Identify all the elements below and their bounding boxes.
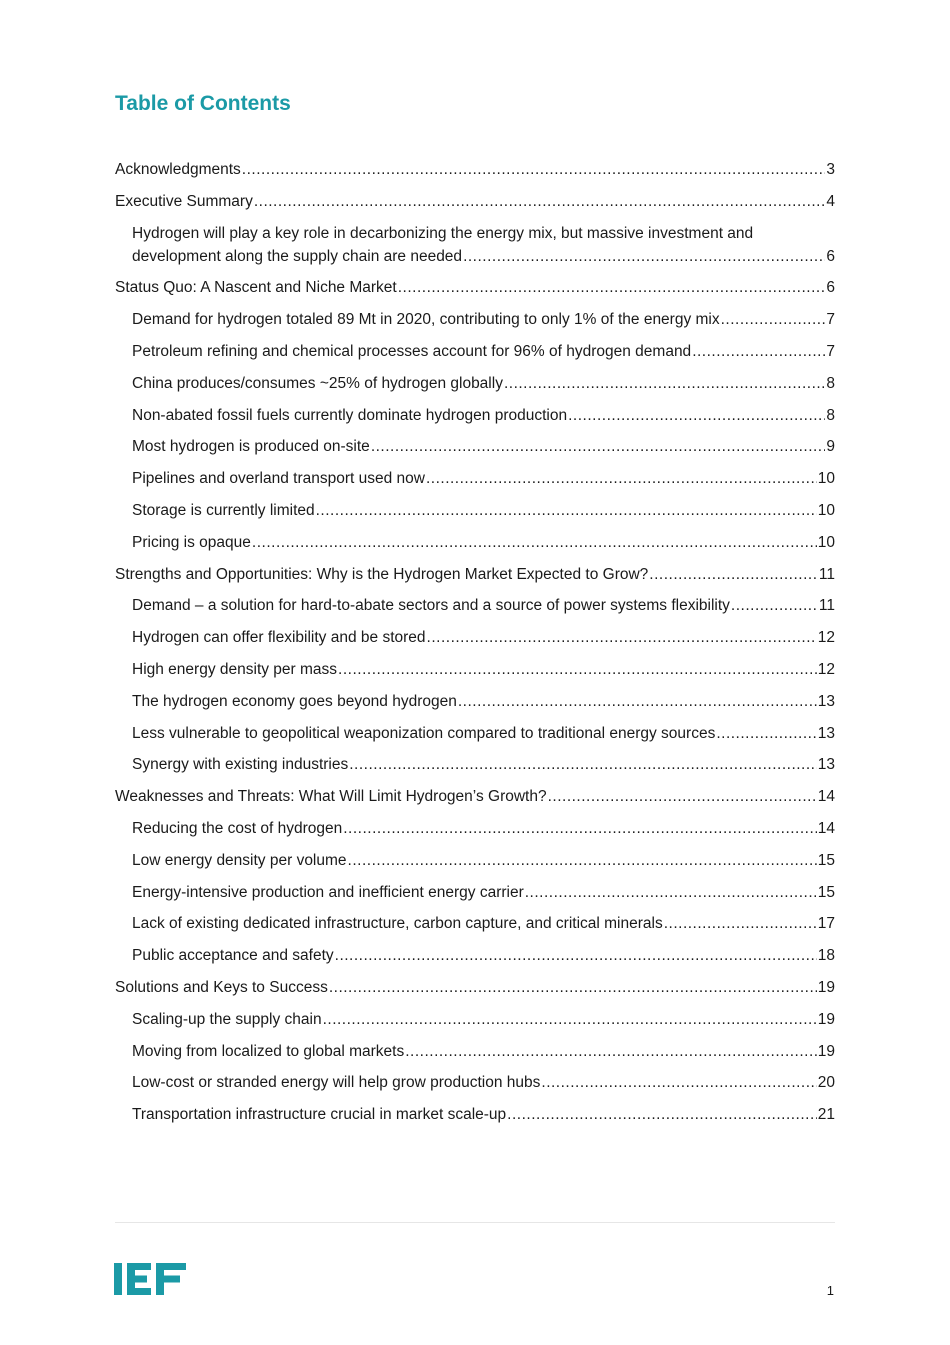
toc-page-number: 12 (817, 660, 835, 678)
toc-entry-text: Acknowledgments (115, 161, 241, 178)
dot-leader (716, 722, 816, 745)
toc-entry-text: Pricing is opaque (132, 533, 251, 551)
toc-page-number: 19 (817, 1042, 835, 1060)
toc-entry-text: Demand for hydrogen totaled 89 Mt in 2020, contributing to only 1% of the energy mix (132, 311, 720, 329)
dot-leader (731, 594, 818, 617)
dot-leader (398, 276, 826, 299)
toc-page-number: 15 (817, 883, 835, 901)
toc-entry-text: Low energy density per volume (132, 851, 347, 869)
toc-entry[interactable] (115, 1040, 835, 1063)
dot-leader (504, 372, 825, 395)
toc-entry[interactable] (115, 563, 835, 586)
toc-entry-text-line1: Hydrogen will play a key role in decarbonizing the energy mix, but massive investment and (132, 224, 754, 242)
toc-entry[interactable] (115, 626, 835, 649)
toc-entry-text: Most hydrogen is produced on-site (132, 438, 370, 456)
dot-leader (335, 944, 817, 967)
toc-entry-text: Transportation infrastructure crucial in market scale-up (132, 1106, 507, 1124)
page-title: Table of Contents (115, 92, 291, 115)
toc-entry-text: Pipelines and overland transport used now (132, 470, 425, 488)
dot-leader (692, 340, 825, 363)
toc-entry[interactable] (115, 158, 835, 181)
toc-page-number: 7 (826, 311, 835, 329)
toc-page-number: 18 (817, 947, 835, 965)
toc-entry-text: Status Quo: A Nascent and Niche Market (115, 279, 397, 297)
toc-entry[interactable] (115, 785, 835, 808)
toc-entry[interactable] (115, 372, 835, 395)
toc-entry-text: The hydrogen economy goes beyond hydrogen (132, 692, 457, 710)
toc-entry-text: Petroleum refining and chemical processes account for 96% of hydrogen demand (132, 342, 692, 360)
dot-leader (426, 467, 817, 490)
toc-entry-text: Energy-intensive production and inefficient energy carrier (132, 883, 524, 901)
dot-leader (649, 563, 818, 586)
dot-leader (507, 1103, 817, 1126)
toc-entry[interactable] (115, 912, 835, 935)
toc-entry[interactable] (115, 308, 835, 331)
toc-page-number: 11 (818, 565, 835, 583)
toc-entry[interactable] (115, 222, 835, 268)
toc-entry-text: Public acceptance and safety (132, 947, 334, 965)
dot-leader (338, 658, 817, 681)
toc-page-number: 12 (817, 629, 835, 647)
toc-entry-text: Scaling-up the supply chain (132, 1010, 322, 1028)
dot-leader (548, 785, 817, 808)
ief-logo (114, 1262, 186, 1296)
dot-leader (541, 1071, 816, 1094)
toc-entry[interactable] (115, 340, 835, 363)
dot-leader (349, 753, 817, 776)
toc-page-number: 9 (826, 438, 835, 456)
toc-entry[interactable] (115, 594, 835, 617)
toc-entry[interactable] (115, 1103, 835, 1126)
toc-entry[interactable] (115, 817, 835, 840)
toc-page-number: 15 (817, 851, 835, 869)
toc-page-number: 10 (817, 470, 835, 488)
toc-page-number: 10 (817, 501, 835, 519)
page-number: 1 (826, 1283, 834, 1298)
toc-page-number: 20 (817, 1074, 835, 1092)
toc-page-number: 19 (817, 978, 835, 996)
toc-entry[interactable] (115, 435, 835, 458)
toc-page-number: 4 (826, 192, 835, 210)
toc-entry[interactable] (115, 190, 835, 213)
toc-entry-text: Executive Summary (115, 192, 253, 210)
toc-entry-text: Lack of existing dedicated infrastructure, carbon capture, and critical minerals (132, 915, 663, 933)
toc-entry[interactable] (115, 881, 835, 904)
toc-page-number: 10 (817, 533, 835, 551)
toc-entry-text: Non-abated fossil fuels currently dominate hydrogen production (132, 406, 568, 424)
toc-entry-text: Synergy with existing industries (132, 756, 349, 774)
toc-entry-text: Reducing the cost of hydrogen (132, 819, 343, 837)
dot-leader (316, 499, 817, 522)
dot-leader (371, 435, 826, 458)
toc-entry-text: High energy density per mass (132, 660, 338, 678)
dot-leader (721, 308, 826, 331)
toc-entry[interactable] (115, 531, 835, 554)
toc-entry[interactable] (115, 944, 835, 967)
dot-leader (525, 881, 817, 904)
toc-entry[interactable] (115, 1071, 835, 1094)
dot-leader (348, 849, 817, 872)
toc-page-number: 13 (817, 724, 835, 742)
dot-leader (343, 817, 817, 840)
toc-entry[interactable] (115, 722, 835, 745)
toc-entry-text: Hydrogen can offer flexibility and be stored (132, 629, 426, 647)
footer-divider (115, 1222, 835, 1223)
toc-entry-text: Solutions and Keys to Success (115, 978, 328, 996)
dot-leader (568, 404, 825, 427)
toc-entry-text: Weaknesses and Threats: What Will Limit Hydrogen’s Growth? (115, 788, 547, 806)
toc-page-number: 3 (826, 161, 835, 178)
toc-entry[interactable] (115, 276, 835, 299)
dot-leader (458, 690, 817, 713)
toc-entry[interactable] (115, 658, 835, 681)
dot-leader (664, 912, 817, 935)
toc-entry[interactable] (115, 753, 835, 776)
toc-page-number: 14 (817, 819, 835, 837)
dot-leader (252, 531, 817, 554)
toc-page-number: 13 (817, 756, 835, 774)
toc-page-number: 17 (817, 915, 835, 933)
table-of-contents (115, 158, 835, 1135)
toc-entry[interactable] (115, 1008, 835, 1031)
dot-leader (427, 626, 817, 649)
toc-page-number: 8 (826, 374, 835, 392)
toc-entry[interactable] (115, 976, 835, 999)
toc-page-number: 14 (817, 788, 835, 806)
toc-entry-text: Less vulnerable to geopolitical weaponization compared to traditional energy sources (132, 724, 716, 742)
toc-entry[interactable] (115, 467, 835, 490)
dot-leader (329, 976, 817, 999)
toc-page-number: 11 (818, 597, 835, 615)
toc-entry-text: Storage is currently limited (132, 501, 315, 519)
dot-leader (463, 245, 825, 268)
toc-page-number: 8 (826, 406, 835, 424)
dot-leader (405, 1040, 817, 1063)
toc-entry-text: Low-cost or stranded energy will help grow production hubs (132, 1074, 541, 1092)
toc-entry-text: Strengths and Opportunities: Why is the Hydrogen Market Expected to Grow? (115, 565, 649, 583)
toc-entry-text: Moving from localized to global markets (132, 1042, 405, 1060)
toc-page-number: 6 (826, 279, 835, 297)
toc-page-number: 6 (826, 247, 835, 265)
toc-page-number: 7 (826, 342, 835, 360)
toc-entry[interactable] (115, 499, 835, 522)
toc-entry-text: Demand – a solution for hard-to-abate sectors and a source of power systems flexibility (132, 597, 730, 615)
toc-page-number: 19 (817, 1010, 835, 1028)
toc-entry-text: China produces/consumes ~25% of hydrogen globally (132, 374, 503, 392)
toc-entry-text: development along the supply chain are needed (132, 247, 463, 265)
toc-page-number: 21 (817, 1106, 835, 1124)
toc-entry[interactable] (115, 690, 835, 713)
dot-leader (242, 158, 826, 181)
toc-entry[interactable] (115, 404, 835, 427)
toc-page-number: 13 (817, 692, 835, 710)
dot-leader (323, 1008, 817, 1031)
toc-entry[interactable] (115, 849, 835, 872)
dot-leader (254, 190, 826, 213)
